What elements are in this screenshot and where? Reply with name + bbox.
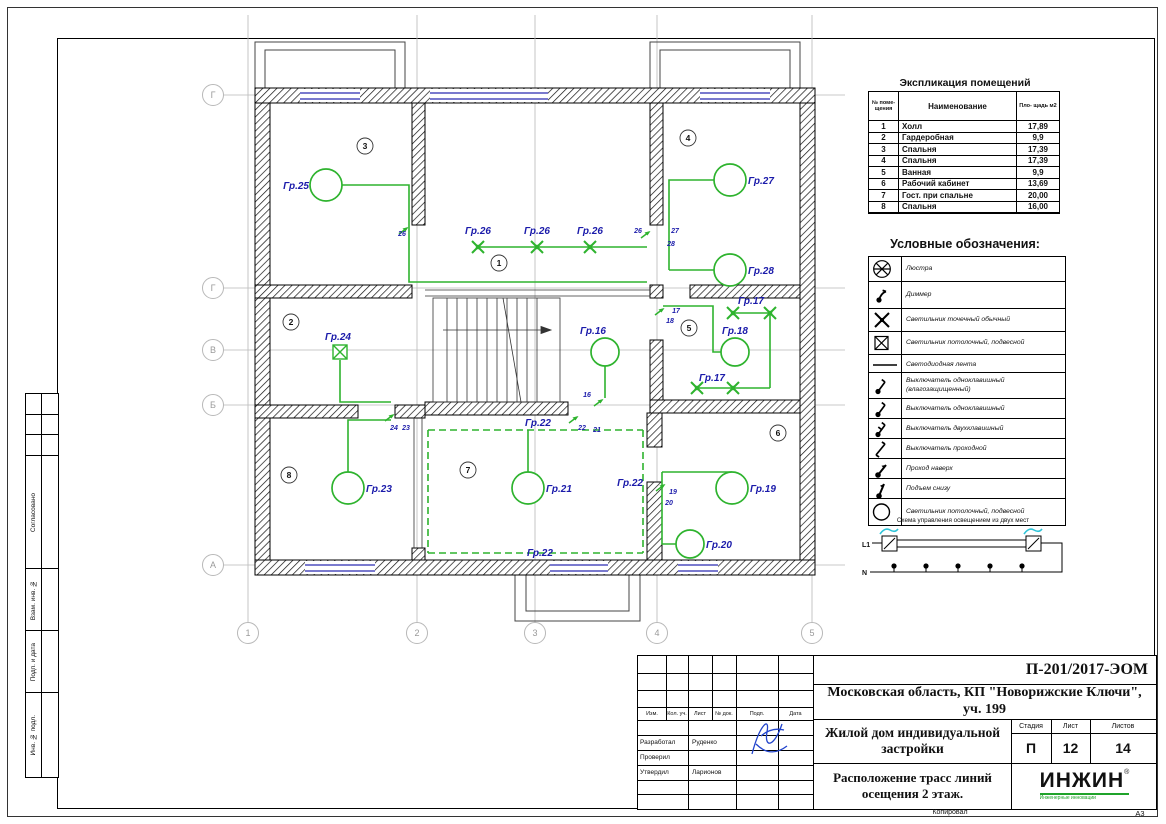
sheets-value: 14 bbox=[1115, 740, 1131, 756]
logo-registered-mark: ® bbox=[1124, 769, 1130, 776]
ceiling-light-boxed-icon bbox=[869, 332, 902, 354]
label-gr22a: Гр.22 bbox=[525, 418, 551, 429]
switch-pass-icon bbox=[869, 439, 902, 459]
neutral-label: N bbox=[862, 570, 868, 577]
room-2: 2 bbox=[288, 317, 294, 327]
legend-item: Выключатель одноклавишный bbox=[869, 399, 1065, 419]
switch-17: 17 bbox=[672, 308, 680, 315]
label-gr21: Гр.21 bbox=[546, 484, 572, 495]
label-gr16: Гр.16 bbox=[580, 326, 606, 337]
project-object: Жилой дом индивидуальной застройки bbox=[824, 725, 1001, 756]
stage-label: Стадия bbox=[1019, 722, 1043, 730]
switch-20: 20 bbox=[665, 500, 673, 507]
table-row: 6 Рабочий кабинет 13,69 bbox=[869, 179, 1059, 191]
role-developed: Разработал bbox=[640, 739, 676, 746]
name-approved: Ларионов bbox=[692, 769, 722, 776]
stage-value: П bbox=[1025, 740, 1037, 756]
legend-item: Светильник потолочный, подвесной bbox=[869, 332, 1065, 355]
teal-marks bbox=[880, 529, 1042, 534]
label-gr26b: Гр.26 bbox=[524, 226, 550, 237]
switch-23: 23 bbox=[402, 425, 410, 432]
col-ndok: № док. bbox=[715, 710, 733, 717]
col-data: Дата bbox=[789, 710, 802, 717]
label-gr20: Гр.20 bbox=[706, 540, 732, 551]
stamp-inv-label: Инв. № подл. bbox=[30, 714, 37, 756]
legend-title: Условные обозначения: bbox=[890, 237, 1040, 251]
switch-1key-wp-icon bbox=[869, 373, 902, 398]
axis-col-2: 2 bbox=[414, 628, 420, 638]
stamp-agreed-label: Согласовано bbox=[30, 492, 37, 533]
lamp-gr27 bbox=[714, 164, 746, 196]
switch-26b: 26 bbox=[634, 228, 642, 235]
stamp-vzam-label: Взам. инв. № bbox=[30, 579, 37, 621]
room-4: 4 bbox=[685, 133, 691, 143]
axis-row-v: В bbox=[209, 345, 217, 355]
role-approved: Утвердил bbox=[640, 769, 669, 776]
stamp-inv bbox=[25, 692, 59, 778]
signature bbox=[746, 714, 790, 762]
project-location: Московская область, КП "Новорижские Ключи", уч. 199 bbox=[827, 685, 1142, 717]
switch-21: 21 bbox=[593, 427, 601, 434]
scheme-title: Схема управления освещением из двух мест bbox=[896, 517, 1030, 524]
col-podp: Подп. bbox=[749, 710, 765, 717]
axis-row-g: Г bbox=[210, 283, 216, 293]
legend-item: Проход наверх bbox=[869, 459, 1065, 479]
col-area: Пло- щадь м2 bbox=[1017, 92, 1059, 121]
lamp-gr25 bbox=[310, 169, 342, 201]
switch-19: 19 bbox=[669, 489, 677, 496]
col-number: № поме- щения bbox=[869, 92, 899, 121]
lamp-gr18 bbox=[721, 338, 749, 366]
table-row: 8 Спальня 16,00 bbox=[869, 202, 1059, 214]
col-izm: Изм. bbox=[646, 710, 658, 717]
drawing-title: Расположение трасс линий осещения 2 этаж. bbox=[833, 770, 992, 801]
chandelier-icon bbox=[869, 257, 902, 281]
room-3: 3 bbox=[362, 141, 368, 151]
axis-row-a: А bbox=[209, 560, 217, 570]
sheet-label: Лист bbox=[1062, 722, 1079, 730]
logo-text: ИНЖИН bbox=[1039, 769, 1125, 792]
table-row: 1 Холл 17,89 bbox=[869, 121, 1059, 133]
lamp-taps bbox=[891, 563, 1024, 572]
legend-item: Диммер bbox=[869, 282, 1065, 309]
axis-col-1: 1 bbox=[245, 628, 251, 638]
document-code: П-201/2017-ЭОМ bbox=[1025, 661, 1148, 678]
axis-row-b: Б bbox=[210, 400, 216, 410]
legend-item: Светодиодная лента bbox=[869, 355, 1065, 373]
label-gr17a: Гр.17 bbox=[738, 296, 764, 307]
label-gr26c: Гр.26 bbox=[577, 226, 603, 237]
lamp-gr19 bbox=[716, 472, 748, 504]
lamps bbox=[310, 164, 749, 558]
switch-26a: 26 bbox=[398, 231, 406, 238]
label-gr28: Гр.28 bbox=[748, 266, 774, 277]
label-gr27: Гр.27 bbox=[748, 176, 774, 187]
grid-axes bbox=[223, 15, 845, 622]
title-block bbox=[637, 655, 1157, 810]
label-gr17b: Гр.17 bbox=[699, 373, 725, 384]
pass-up-icon bbox=[869, 459, 902, 479]
legend-item: Подъем снизу bbox=[869, 479, 1065, 499]
label-gr23: Гр.23 bbox=[366, 484, 392, 495]
lamp-gr16 bbox=[591, 338, 619, 366]
label-gr24: Гр.24 bbox=[325, 332, 351, 343]
room-7: 7 bbox=[465, 465, 471, 475]
sheet-value: 12 bbox=[1062, 740, 1079, 756]
stamp-podp-label: Подп. и дата bbox=[30, 642, 37, 682]
table-row: 4 Спальня 17,39 bbox=[869, 156, 1059, 168]
col-koluch: Кол. уч. bbox=[667, 710, 687, 717]
legend-item: Светильник потолочный, подвесной bbox=[869, 499, 1065, 525]
lamp-gr23 bbox=[332, 472, 364, 504]
table-row: 5 Ванная 9,9 bbox=[869, 167, 1059, 179]
role-checked: Проверил bbox=[640, 754, 670, 761]
phase-label: L1 bbox=[862, 542, 871, 549]
stamp-podp bbox=[25, 630, 59, 694]
label-gr26a: Гр.26 bbox=[465, 226, 491, 237]
legend-item: Выключатель одноклавишный (влагозащищенный) bbox=[869, 373, 1065, 399]
axis-col-3: 3 bbox=[532, 628, 538, 638]
boxed-lamp-gr24 bbox=[333, 345, 347, 359]
label-gr22b: Гр.22 bbox=[617, 478, 643, 489]
name-developed: Руденко bbox=[692, 739, 717, 746]
format-label: А3 bbox=[1135, 809, 1145, 818]
room-8: 8 bbox=[286, 470, 292, 480]
col-list: Лист bbox=[694, 710, 706, 717]
table-row: 2 Гардеробная 9,9 bbox=[869, 133, 1059, 145]
legend-item: Светильник точечный обычный bbox=[869, 309, 1065, 332]
dimmer-icon bbox=[869, 282, 902, 308]
switch-22: 22 bbox=[578, 425, 586, 432]
legend-item: Выключатель двухклавишный bbox=[869, 419, 1065, 439]
switch-arrows bbox=[385, 227, 666, 491]
legend-item: Выключатель проходной bbox=[869, 439, 1065, 459]
lamp-gr28 bbox=[714, 254, 746, 286]
explication-title: Экспликация помещений bbox=[899, 77, 1031, 89]
stamp-grid bbox=[25, 393, 59, 457]
axis-col-4: 4 bbox=[654, 628, 660, 638]
explication-table bbox=[868, 91, 1060, 214]
switch-24: 24 bbox=[390, 425, 398, 432]
table-row: 7 Гост. при спальне 20,00 bbox=[869, 190, 1059, 202]
stamp-agreed bbox=[25, 455, 59, 570]
col-name: Наименование bbox=[899, 92, 1017, 121]
spot-light-icon bbox=[869, 309, 902, 331]
led-strip-icon bbox=[869, 355, 902, 375]
switch-28: 28 bbox=[667, 241, 675, 248]
company-logo bbox=[1013, 763, 1156, 809]
switch-16: 16 bbox=[583, 392, 591, 399]
label-gr18: Гр.18 bbox=[722, 326, 748, 337]
stamp-vzam bbox=[25, 568, 59, 632]
explication-header bbox=[869, 92, 1059, 121]
switch-18: 18 bbox=[666, 318, 674, 325]
legend-item: Люстра bbox=[869, 257, 1065, 282]
legend-table bbox=[868, 256, 1066, 526]
axis-row-g2: Г bbox=[210, 90, 216, 100]
name-checked bbox=[690, 750, 738, 765]
label-gr25: Гр.25 bbox=[283, 181, 309, 192]
table-row: 3 Спальня 17,39 bbox=[869, 144, 1059, 156]
rise-below-icon bbox=[869, 479, 902, 499]
copied-label: Копировал bbox=[932, 809, 968, 816]
label-gr19: Гр.19 bbox=[750, 484, 776, 495]
axis-col-5: 5 bbox=[809, 628, 815, 638]
lamp-gr21 bbox=[512, 472, 544, 504]
room-6: 6 bbox=[775, 428, 781, 438]
sheets-label: Листов bbox=[1111, 722, 1135, 730]
switch-2key-icon bbox=[869, 419, 902, 439]
lamp-gr20 bbox=[676, 530, 704, 558]
two-place-control-scheme bbox=[856, 528, 1086, 583]
label-gr22c: Гр.22 bbox=[527, 548, 553, 559]
room-5: 5 bbox=[686, 323, 692, 333]
switch-27: 27 bbox=[671, 228, 679, 235]
room-1: 1 bbox=[496, 258, 502, 268]
logo-tagline: Инженерные инновации bbox=[1039, 794, 1096, 801]
switch-1key-icon bbox=[869, 399, 902, 419]
